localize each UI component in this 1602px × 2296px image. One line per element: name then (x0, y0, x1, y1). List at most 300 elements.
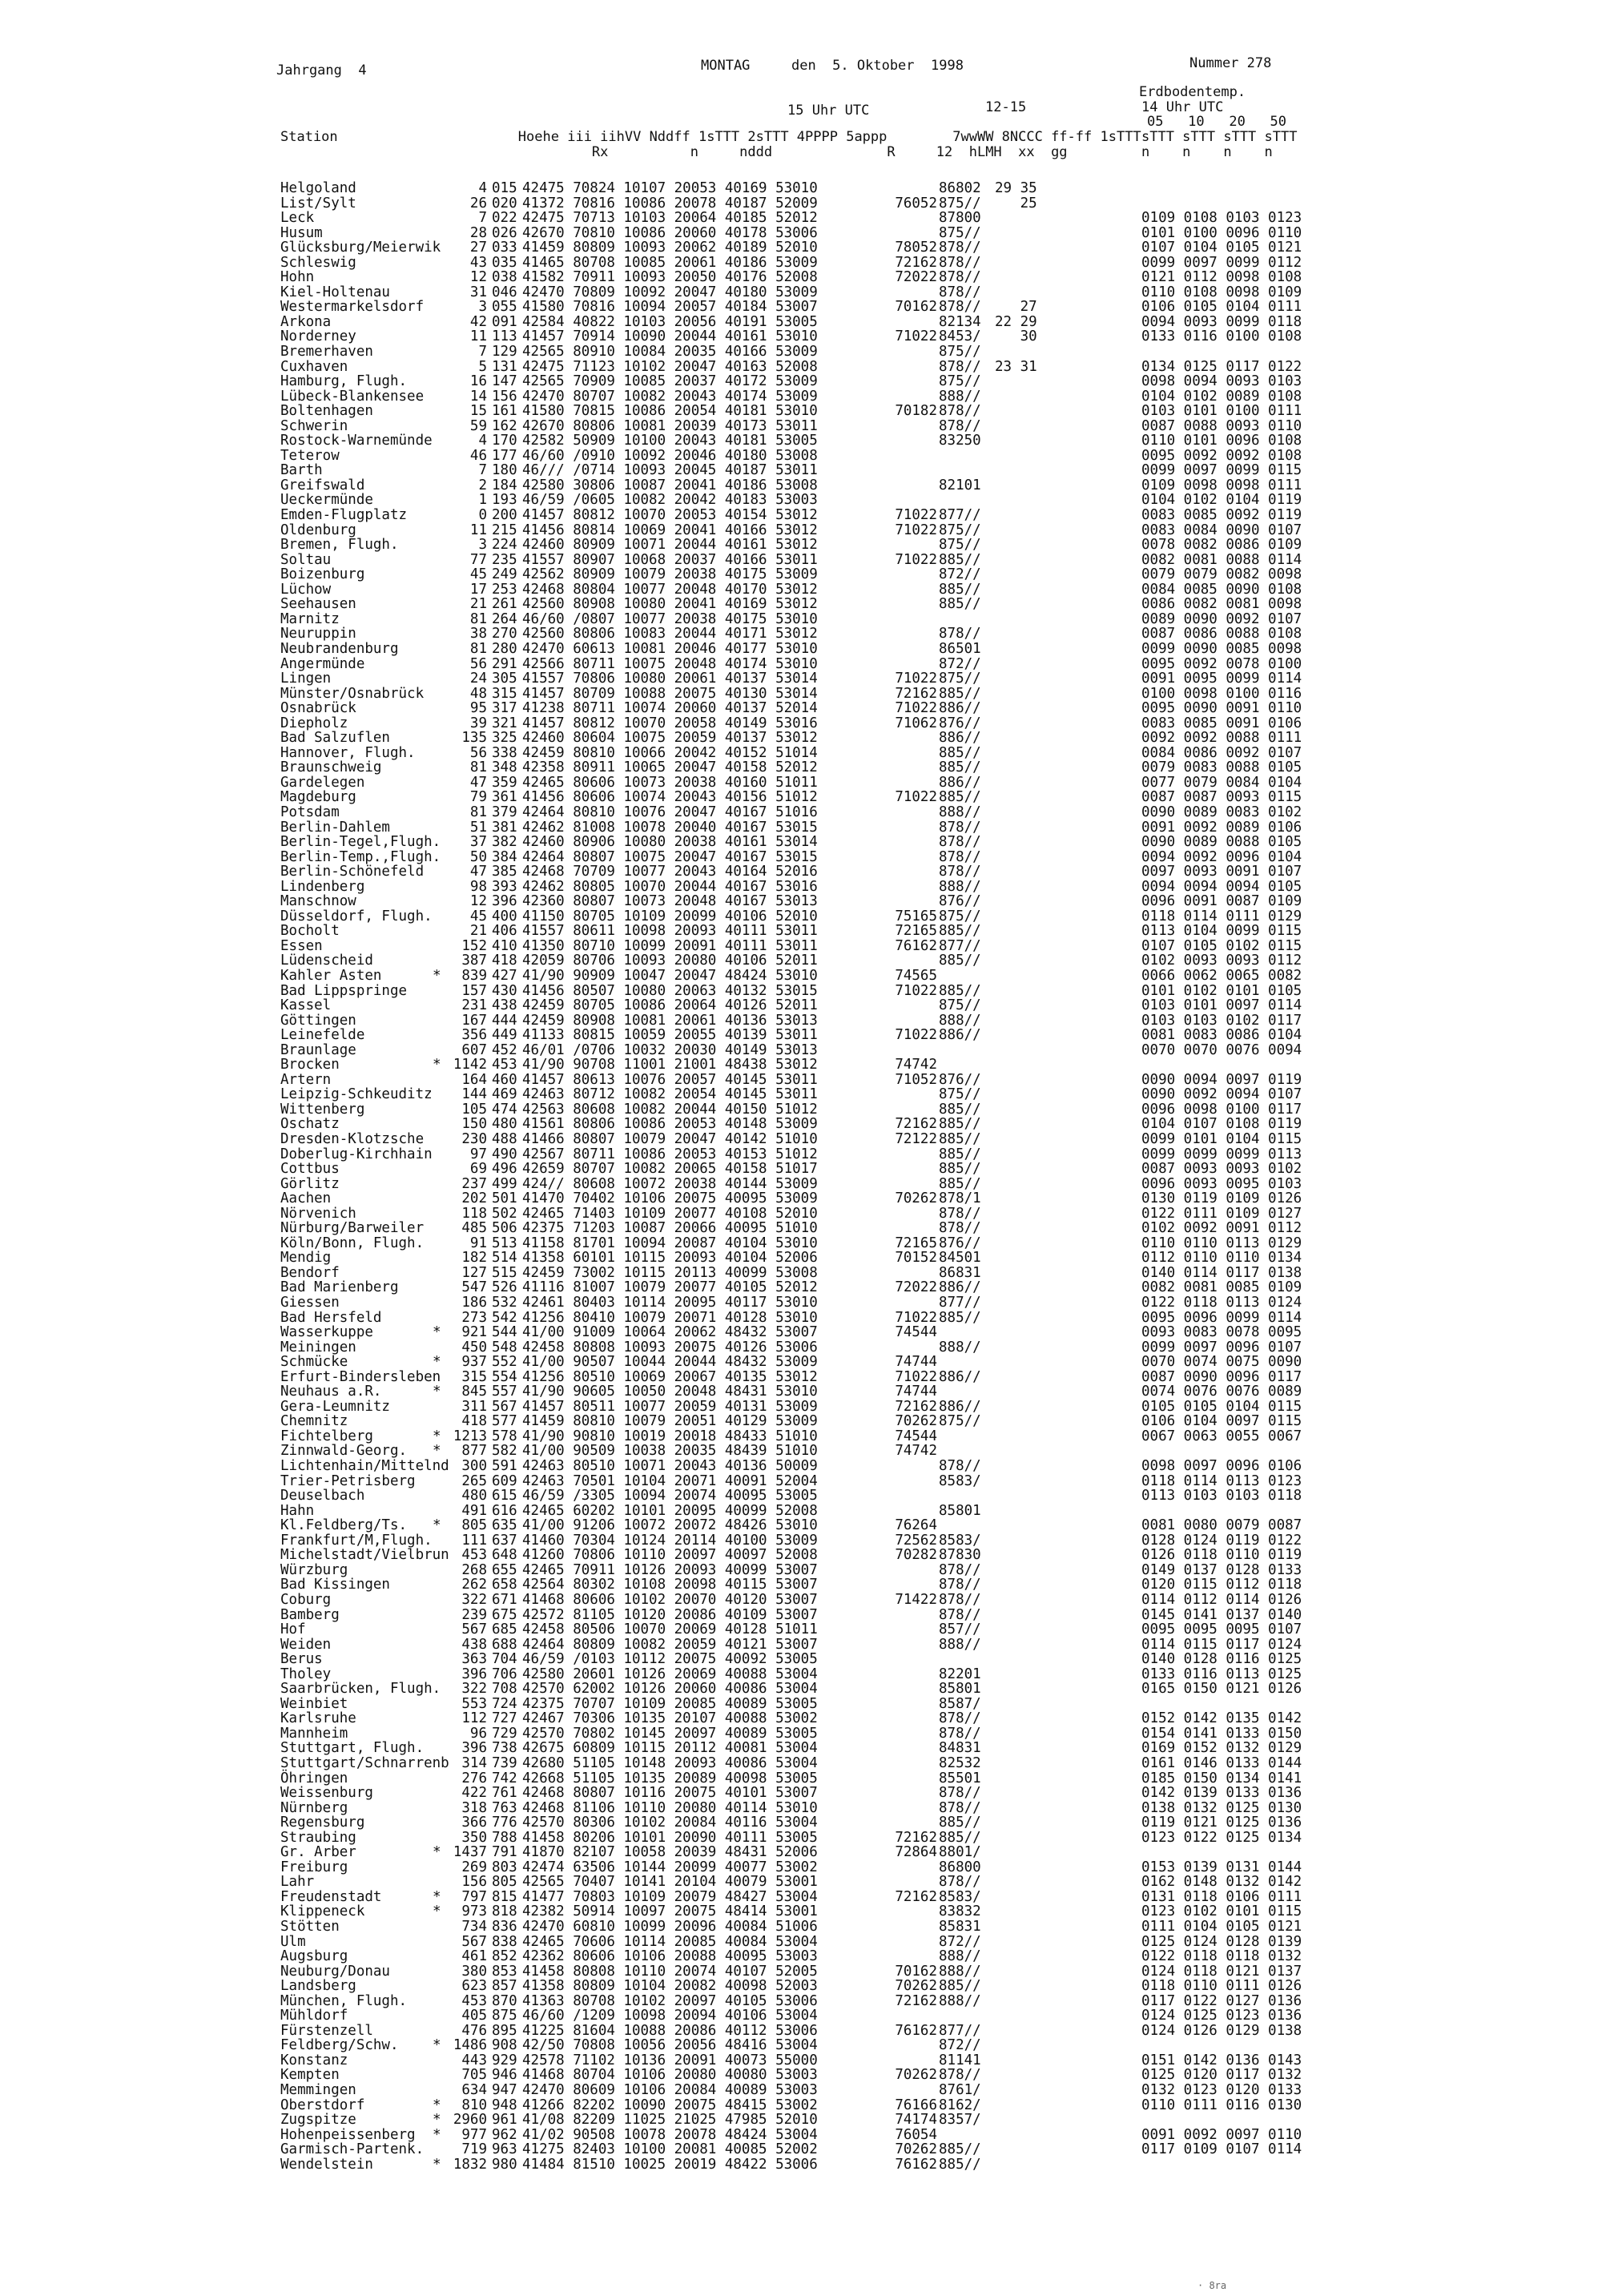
synop-groups: 42560 80806 10083 20044 40171 53012 (522, 626, 818, 642)
group-8NCCC: 878// (939, 1591, 981, 1608)
soil-temperatures: 0090 0094 0097 0119 (1141, 1071, 1302, 1088)
group-7wwWW: 76162 (895, 2022, 937, 2039)
station-name: Fichtelberg (280, 1428, 373, 1444)
mountain-station-mark: * (433, 1888, 441, 1905)
soil-temperatures: 0083 0085 0092 0119 (1141, 507, 1302, 524)
station-elevation: 839 (461, 967, 487, 984)
station-name: Hahn (280, 1502, 315, 1519)
station-elevation: 877 (461, 1443, 487, 1460)
soil-temperatures: 0106 0105 0104 0111 (1141, 299, 1302, 316)
station-elevation: 202 (461, 1190, 487, 1207)
group-7wwWW: 70262 (895, 2067, 937, 2084)
station-index: 648 (492, 1547, 517, 1564)
station-row (0, 2142, 1602, 2157)
station-row (0, 196, 1602, 211)
station-name: Lingen (280, 671, 332, 687)
synop-groups: 42560 80908 10080 20041 40169 53012 (522, 596, 818, 613)
station-index: 805 (492, 1874, 517, 1891)
station-row (0, 597, 1602, 612)
mountain-station-mark: * (433, 1903, 441, 1920)
station-name: Oldenburg (280, 522, 356, 538)
group-8NCCC: 86800 (939, 1859, 981, 1875)
station-elevation: 4 (478, 433, 487, 449)
station-row (0, 493, 1602, 508)
group-8NCCC: 876// (939, 715, 981, 731)
station-index: 567 (492, 1398, 517, 1415)
station-elevation: 607 (461, 1041, 487, 1058)
station-name: Husum (280, 224, 323, 241)
station-row (0, 1548, 1602, 1563)
station-index: 704 (492, 1651, 517, 1668)
station-elevation: 3 (478, 299, 487, 316)
station-index: 688 (492, 1636, 517, 1653)
soil-temperatures: 0097 0093 0091 0107 (1141, 864, 1302, 880)
synop-groups: 42358 80911 10065 20047 40158 52012 (522, 759, 818, 776)
group-8NCCC: 886// (939, 1279, 981, 1296)
station-elevation: 156 (461, 1874, 487, 1891)
group-8NCCC: 886// (939, 1398, 981, 1415)
soil-temperatures: 0079 0079 0082 0098 (1141, 566, 1302, 583)
synop-groups: 41/02 90508 10078 20078 48424 53004 (522, 2126, 818, 2143)
group-8NCCC: 878// (939, 358, 981, 375)
station-row (0, 864, 1602, 880)
station-elevation: 405 (461, 2008, 487, 2024)
wind-gust: 22 29 (995, 313, 1037, 330)
station-index: 671 (492, 1591, 517, 1608)
station-name: Freudenstadt (280, 1888, 382, 1905)
footer-mark: · 8ra (1197, 2280, 1227, 2291)
station-row (0, 1073, 1602, 1088)
station-elevation: 7 (478, 462, 487, 479)
station-index: 264 (492, 610, 517, 627)
synop-groups: 41/00 91206 10072 20072 48426 53010 (522, 1517, 818, 1534)
station-elevation: 56 (469, 744, 487, 761)
station-row (0, 1488, 1602, 1504)
station-row (0, 1845, 1602, 1860)
group-8NCCC: 878// (939, 626, 981, 642)
station-index: 382 (492, 834, 517, 851)
station-name: Düsseldorf, Flugh. (280, 908, 433, 924)
synop-groups: 42464 80807 10075 20047 40167 53015 (522, 848, 818, 865)
group-8NCCC: 85801 (939, 1502, 981, 1519)
station-name: Hof (280, 1621, 306, 1638)
station-name: Köln/Bonn, Flugh. (280, 1235, 425, 1251)
soil-temperatures: 0083 0085 0091 0106 (1141, 715, 1302, 731)
station-row (0, 256, 1602, 271)
group-7wwWW: 72162 (895, 1116, 937, 1133)
station-name: Braunschweig (280, 759, 382, 776)
station-row (0, 360, 1602, 375)
synop-groups: 41372 70816 10086 20078 40187 52009 (522, 195, 818, 211)
group-8NCCC: 84501 (939, 1250, 981, 1267)
column-headers-line1: Station Hoehe iii iihVV Nddff 1sTTT 2sTTT 4PPPP 5appp 7wwWW 8NCCC ff-ff 1sTTT (280, 129, 1141, 145)
station-row (0, 2008, 1602, 2024)
station-elevation: 1832 (453, 2156, 487, 2173)
station-name: Teterow (280, 447, 340, 464)
synop-groups: 42463 70501 10104 20071 40091 52004 (522, 1472, 818, 1489)
soil-temperatures: 0091 0092 0097 0110 (1141, 2126, 1302, 2143)
group-7wwWW: 72864 (895, 1844, 937, 1861)
station-row (0, 805, 1602, 820)
synop-groups: 42468 70709 10077 20043 40164 52016 (522, 864, 818, 880)
station-elevation: 12 (469, 893, 487, 910)
soil-temperatures: 0103 0101 0097 0114 (1141, 997, 1302, 1014)
group-8NCCC: 886// (939, 1368, 981, 1385)
station-index: 055 (492, 299, 517, 316)
station-index: 514 (492, 1250, 517, 1267)
station-index: 488 (492, 1131, 517, 1147)
group-8NCCC: 878// (939, 819, 981, 836)
synop-groups: 41358 80809 10104 20082 40098 52003 (522, 1978, 818, 1995)
station-elevation: 1 (478, 492, 487, 509)
station-row (0, 612, 1602, 627)
soil-depths: 05 10 20 50 (1147, 114, 1286, 130)
station-row (0, 1979, 1602, 1994)
soil-temperatures: 0089 0090 0092 0107 (1141, 610, 1302, 627)
soil-temperatures: 0087 0087 0093 0115 (1141, 789, 1302, 806)
soil-temperatures: 0119 0121 0125 0136 (1141, 1815, 1302, 1831)
station-name: Berlin-Schönefeld (280, 864, 425, 880)
group-8NCCC: 82532 (939, 1754, 981, 1771)
station-index: 361 (492, 789, 517, 806)
group-8NCCC: 872// (939, 655, 981, 672)
station-row (0, 315, 1602, 330)
synop-groups: 46/59 /3305 10094 20074 40095 53005 (522, 1488, 818, 1504)
station-elevation: 39 (469, 715, 487, 731)
station-row (0, 1711, 1602, 1726)
station-index: 184 (492, 477, 517, 493)
station-row (0, 998, 1602, 1013)
station-name: Hohn (280, 269, 315, 286)
soil-temperatures: 0087 0090 0096 0117 (1141, 1368, 1302, 1385)
group-8NCCC: 886// (939, 1027, 981, 1044)
station-elevation: 21 (469, 596, 487, 613)
group-8NCCC: 8162/ (939, 2097, 981, 2113)
soil-temperatures: 0090 0089 0088 0105 (1141, 834, 1302, 851)
station-row (0, 2038, 1602, 2053)
station-index: 452 (492, 1041, 517, 1058)
station-index: 708 (492, 1681, 517, 1698)
station-row (0, 953, 1602, 969)
station-elevation: 921 (461, 1324, 487, 1341)
station-index: 962 (492, 2126, 517, 2143)
station-name: Zinnwald-Georg. (280, 1443, 408, 1460)
station-elevation: 21 (469, 923, 487, 940)
station-row (0, 1935, 1602, 1950)
station-index: 474 (492, 1101, 517, 1118)
group-7wwWW: 70282 (895, 1547, 937, 1564)
soil-temperatures: 0122 0118 0113 0124 (1141, 1295, 1302, 1311)
station-index: 724 (492, 1695, 517, 1712)
synop-groups: 42465 60202 10101 20095 40099 52008 (522, 1502, 818, 1519)
synop-groups: 424// 80608 10072 20038 40144 53009 (522, 1175, 818, 1192)
station-name: Bad Lippspringe (280, 982, 408, 999)
station-row (0, 1697, 1602, 1712)
synop-groups: 41275 82403 10100 20081 40085 52002 (522, 2141, 818, 2158)
group-8NCCC: 885// (939, 789, 981, 806)
station-name: Hohenpeissenberg (280, 2126, 416, 2143)
group-8NCCC: 885// (939, 1131, 981, 1147)
soil-temperatures: 0122 0118 0118 0132 (1141, 1948, 1302, 1965)
station-index: 685 (492, 1621, 517, 1638)
station-elevation: 150 (461, 1116, 487, 1133)
soil-temperatures: 0110 0101 0096 0108 (1141, 433, 1302, 449)
station-index: 506 (492, 1220, 517, 1237)
station-row (0, 1726, 1602, 1742)
soil-temperatures: 0161 0146 0133 0144 (1141, 1754, 1302, 1771)
group-8NCCC: 878// (939, 1458, 981, 1475)
station-name: Frankfurt/M,Flugh. (280, 1532, 433, 1549)
station-index: 963 (492, 2141, 517, 2158)
soil-title: Erdbodentemp. (1139, 84, 1246, 100)
synop-groups: 42464 80809 10082 20059 40121 53007 (522, 1636, 818, 1653)
station-name: Hannover, Flugh. (280, 744, 416, 761)
synop-groups: 41557 80611 10098 20093 40111 53011 (522, 923, 818, 940)
synop-groups: 42680 51105 10148 20093 40086 53004 (522, 1754, 818, 1771)
station-row (0, 760, 1602, 775)
station-name: Bendorf (280, 1264, 340, 1281)
station-index: 249 (492, 566, 517, 583)
station-row (0, 1206, 1602, 1222)
mountain-station-mark: * (433, 2037, 441, 2054)
group-8NCCC: 877// (939, 507, 981, 524)
station-elevation: 311 (461, 1398, 487, 1415)
group-7wwWW: 74565 (895, 967, 937, 984)
station-name: Emden-Flugplatz (280, 507, 408, 524)
soil-temperatures: 0070 0074 0075 0090 (1141, 1354, 1302, 1371)
station-elevation: 973 (461, 1903, 487, 1920)
station-name: Barth (280, 462, 323, 479)
group-8NCCC: 87800 (939, 210, 981, 227)
station-row (0, 850, 1602, 865)
date-label: den 5. Oktober 1998 (791, 58, 964, 74)
soil-temperatures: 0106 0104 0097 0115 (1141, 1413, 1302, 1430)
station-row (0, 1266, 1602, 1281)
station-index: 895 (492, 2022, 517, 2039)
group-8NCCC: 86802 (939, 180, 981, 196)
station-row (0, 478, 1602, 493)
station-index: 501 (492, 1190, 517, 1207)
station-row (0, 1994, 1602, 2009)
station-name: Stuttgart, Flugh. (280, 1740, 425, 1757)
station-row (0, 2128, 1602, 2143)
station-name: Garmisch-Partenk. (280, 2141, 425, 2158)
station-name: Bad Hersfeld (280, 1309, 382, 1326)
group-7wwWW: 72162 (895, 685, 937, 702)
synop-groups: 42460 80906 10080 20038 40161 53014 (522, 834, 818, 851)
station-name: Trier-Petrisberg (280, 1472, 416, 1489)
synop-groups: 41470 70402 10106 20075 40095 53009 (522, 1190, 818, 1207)
synop-groups: 41358 60101 10115 20093 40104 52006 (522, 1250, 818, 1267)
group-8NCCC: 876// (939, 1071, 981, 1088)
station-name: Neuburg/Donau (280, 1963, 390, 1980)
station-elevation: 43 (469, 254, 487, 271)
station-elevation: 491 (461, 1502, 487, 1519)
station-name: Wittenberg (280, 1101, 365, 1118)
mountain-station-mark: * (433, 1324, 441, 1341)
station-index: 552 (492, 1354, 517, 1371)
synop-groups: 42465 71403 10109 20077 40108 52010 (522, 1205, 818, 1222)
soil-temperatures: 0104 0107 0108 0119 (1141, 1116, 1302, 1133)
synop-groups: 41/00 91009 10064 20062 48432 53007 (522, 1324, 818, 1341)
synop-groups: 41458 80206 10101 20090 40111 53005 (522, 1829, 818, 1846)
soil-temperatures: 0077 0079 0084 0104 (1141, 774, 1302, 791)
station-elevation: 438 (461, 1636, 487, 1653)
soil-temperatures: 0131 0118 0106 0111 (1141, 1888, 1302, 1905)
synop-groups: 42059 80706 10093 20080 40106 52011 (522, 953, 818, 969)
station-name: Hamburg, Flugh. (280, 373, 408, 390)
station-name: Brocken (280, 1057, 340, 1073)
soil-temperatures: 0110 0108 0098 0109 (1141, 284, 1302, 300)
soil-temperatures: 0087 0088 0093 0110 (1141, 417, 1302, 434)
station-row (0, 344, 1602, 360)
soil-temperatures: 0130 0119 0109 0126 (1141, 1190, 1302, 1207)
station-elevation: 356 (461, 1027, 487, 1044)
soil-temperatures: 0185 0150 0134 0141 (1141, 1770, 1302, 1786)
group-8NCCC: 878// (939, 240, 981, 256)
station-row (0, 657, 1602, 672)
jahrgang-label: Jahrgang 4 (276, 62, 367, 79)
station-name: Freiburg (280, 1859, 348, 1875)
station-name: Nörvenich (280, 1205, 356, 1222)
station-name: Leinefelde (280, 1027, 365, 1044)
station-row (0, 1741, 1602, 1756)
group-8NCCC: 878// (939, 834, 981, 851)
synop-groups: 41557 80907 10068 20037 40166 53011 (522, 551, 818, 568)
wind-gust: 29 35 (995, 180, 1037, 196)
soil-temperatures: 0100 0098 0100 0116 (1141, 685, 1302, 702)
station-index: 763 (492, 1799, 517, 1816)
station-index: 542 (492, 1309, 517, 1326)
station-row (0, 1622, 1602, 1637)
station-name: Diepholz (280, 715, 348, 731)
soil-temperatures: 0099 0097 0096 0107 (1141, 1339, 1302, 1355)
station-name: Augsburg (280, 1948, 348, 1965)
synop-groups: 41468 80606 10102 20070 40120 53007 (522, 1591, 818, 1608)
synop-groups: 42470 60613 10081 20046 40177 53010 (522, 640, 818, 657)
soil-temperatures: 0140 0114 0117 0138 (1141, 1264, 1302, 1281)
station-row (0, 1370, 1602, 1385)
station-elevation: 47 (469, 864, 487, 880)
station-row (0, 1429, 1602, 1444)
soil-temperatures: 0093 0083 0078 0095 (1141, 1324, 1302, 1341)
group-8NCCC: 872// (939, 2037, 981, 2054)
synop-groups: 41/90 90605 10050 20048 48431 53010 (522, 1384, 818, 1400)
synop-groups: 41225 81604 10088 20086 40112 53006 (522, 2022, 818, 2039)
group-8NCCC: 878// (939, 1205, 981, 1222)
station-elevation: 37 (469, 834, 487, 851)
station-row (0, 820, 1602, 836)
synop-groups: 41456 80606 10074 20043 40156 51012 (522, 789, 818, 806)
station-name: Bad Kissingen (280, 1577, 390, 1593)
station-elevation: 937 (461, 1354, 487, 1371)
station-elevation: 182 (461, 1250, 487, 1267)
station-row (0, 1860, 1602, 1875)
station-row (0, 538, 1602, 553)
station-index: 315 (492, 685, 517, 702)
group-8NCCC: 875// (939, 908, 981, 924)
station-row (0, 1132, 1602, 1147)
group-7wwWW: 71022 (895, 522, 937, 538)
station-name: Saarbrücken, Flugh. (280, 1681, 441, 1698)
station-row (0, 1875, 1602, 1890)
station-elevation: 111 (461, 1532, 487, 1549)
station-row (0, 775, 1602, 791)
station-name: Mendig (280, 1250, 332, 1267)
day-label: MONTAG (701, 58, 751, 74)
station-index: 490 (492, 1146, 517, 1162)
group-7wwWW: 70182 (895, 403, 937, 420)
station-row (0, 582, 1602, 598)
group-8NCCC: 875// (939, 537, 981, 554)
group-8NCCC: 885// (939, 1101, 981, 1118)
station-index: 444 (492, 1012, 517, 1029)
column-headers-line2: Rx n nddd R 12 hLMH xx gg (280, 144, 1068, 160)
soil-temperatures: 0117 0122 0127 0136 (1141, 1992, 1302, 2009)
group-8NCCC: 876// (939, 1235, 981, 1251)
soil-temperatures: 0124 0126 0129 0138 (1141, 2022, 1302, 2039)
group-8NCCC: 886// (939, 730, 981, 747)
station-index: 170 (492, 433, 517, 449)
station-index: 852 (492, 1948, 517, 1965)
group-7wwWW: 72162 (895, 1888, 937, 1905)
station-index: 929 (492, 2052, 517, 2068)
group-7wwWW: 72162 (895, 1829, 937, 1846)
synop-groups: 41/90 90708 11001 21001 48438 53012 (522, 1057, 818, 1073)
station-elevation: 1213 (453, 1428, 487, 1444)
station-row (0, 1414, 1602, 1429)
synop-groups: 42675 60809 10115 20112 40081 53004 (522, 1740, 818, 1757)
synop-groups: 41266 82202 10090 20075 48415 53002 (522, 2097, 818, 2113)
station-name: Angermünde (280, 655, 365, 672)
group-8NCCC: 885// (939, 1829, 981, 1846)
synop-groups: 42464 80810 10076 20047 40167 51016 (522, 804, 818, 820)
station-elevation: 81 (469, 804, 487, 820)
wind-gust: 30 (995, 328, 1037, 345)
group-7wwWW: 72165 (895, 1235, 937, 1251)
station-elevation: 418 (461, 1413, 487, 1430)
synop-groups: 42470 70809 10092 20047 40180 53009 (522, 284, 818, 300)
station-name: Doberlug-Kirchhain (280, 1146, 433, 1162)
station-index: 557 (492, 1384, 517, 1400)
station-row (0, 687, 1602, 702)
wind-gust: 23 31 (995, 358, 1037, 375)
station-name: Lindenberg (280, 878, 365, 895)
group-7wwWW: 74742 (895, 1443, 937, 1460)
station-elevation: 634 (461, 2082, 487, 2098)
station-index: 113 (492, 328, 517, 345)
group-7wwWW: 72022 (895, 269, 937, 286)
group-8NCCC: 888// (939, 388, 981, 405)
synop-groups: 42659 80707 10082 20065 40158 51017 (522, 1161, 818, 1178)
station-index: 675 (492, 1606, 517, 1623)
mountain-station-mark: * (433, 2112, 441, 2129)
station-elevation: 2960 (453, 2112, 487, 2129)
station-name: Kempten (280, 2067, 340, 2084)
station-row (0, 1533, 1602, 1549)
station-elevation: 79 (469, 789, 487, 806)
group-8NCCC: 878// (939, 284, 981, 300)
station-table (0, 181, 1602, 2172)
soil-temperatures: 0104 0102 0089 0108 (1141, 388, 1302, 405)
soil-temperatures: 0092 0092 0088 0111 (1141, 730, 1302, 747)
station-elevation: 480 (461, 1488, 487, 1504)
station-elevation: 164 (461, 1071, 487, 1088)
station-name: Ueckermünde (280, 492, 373, 509)
station-row (0, 1147, 1602, 1162)
soil-temperatures: 0152 0142 0135 0142 (1141, 1710, 1302, 1727)
station-elevation: 239 (461, 1606, 487, 1623)
